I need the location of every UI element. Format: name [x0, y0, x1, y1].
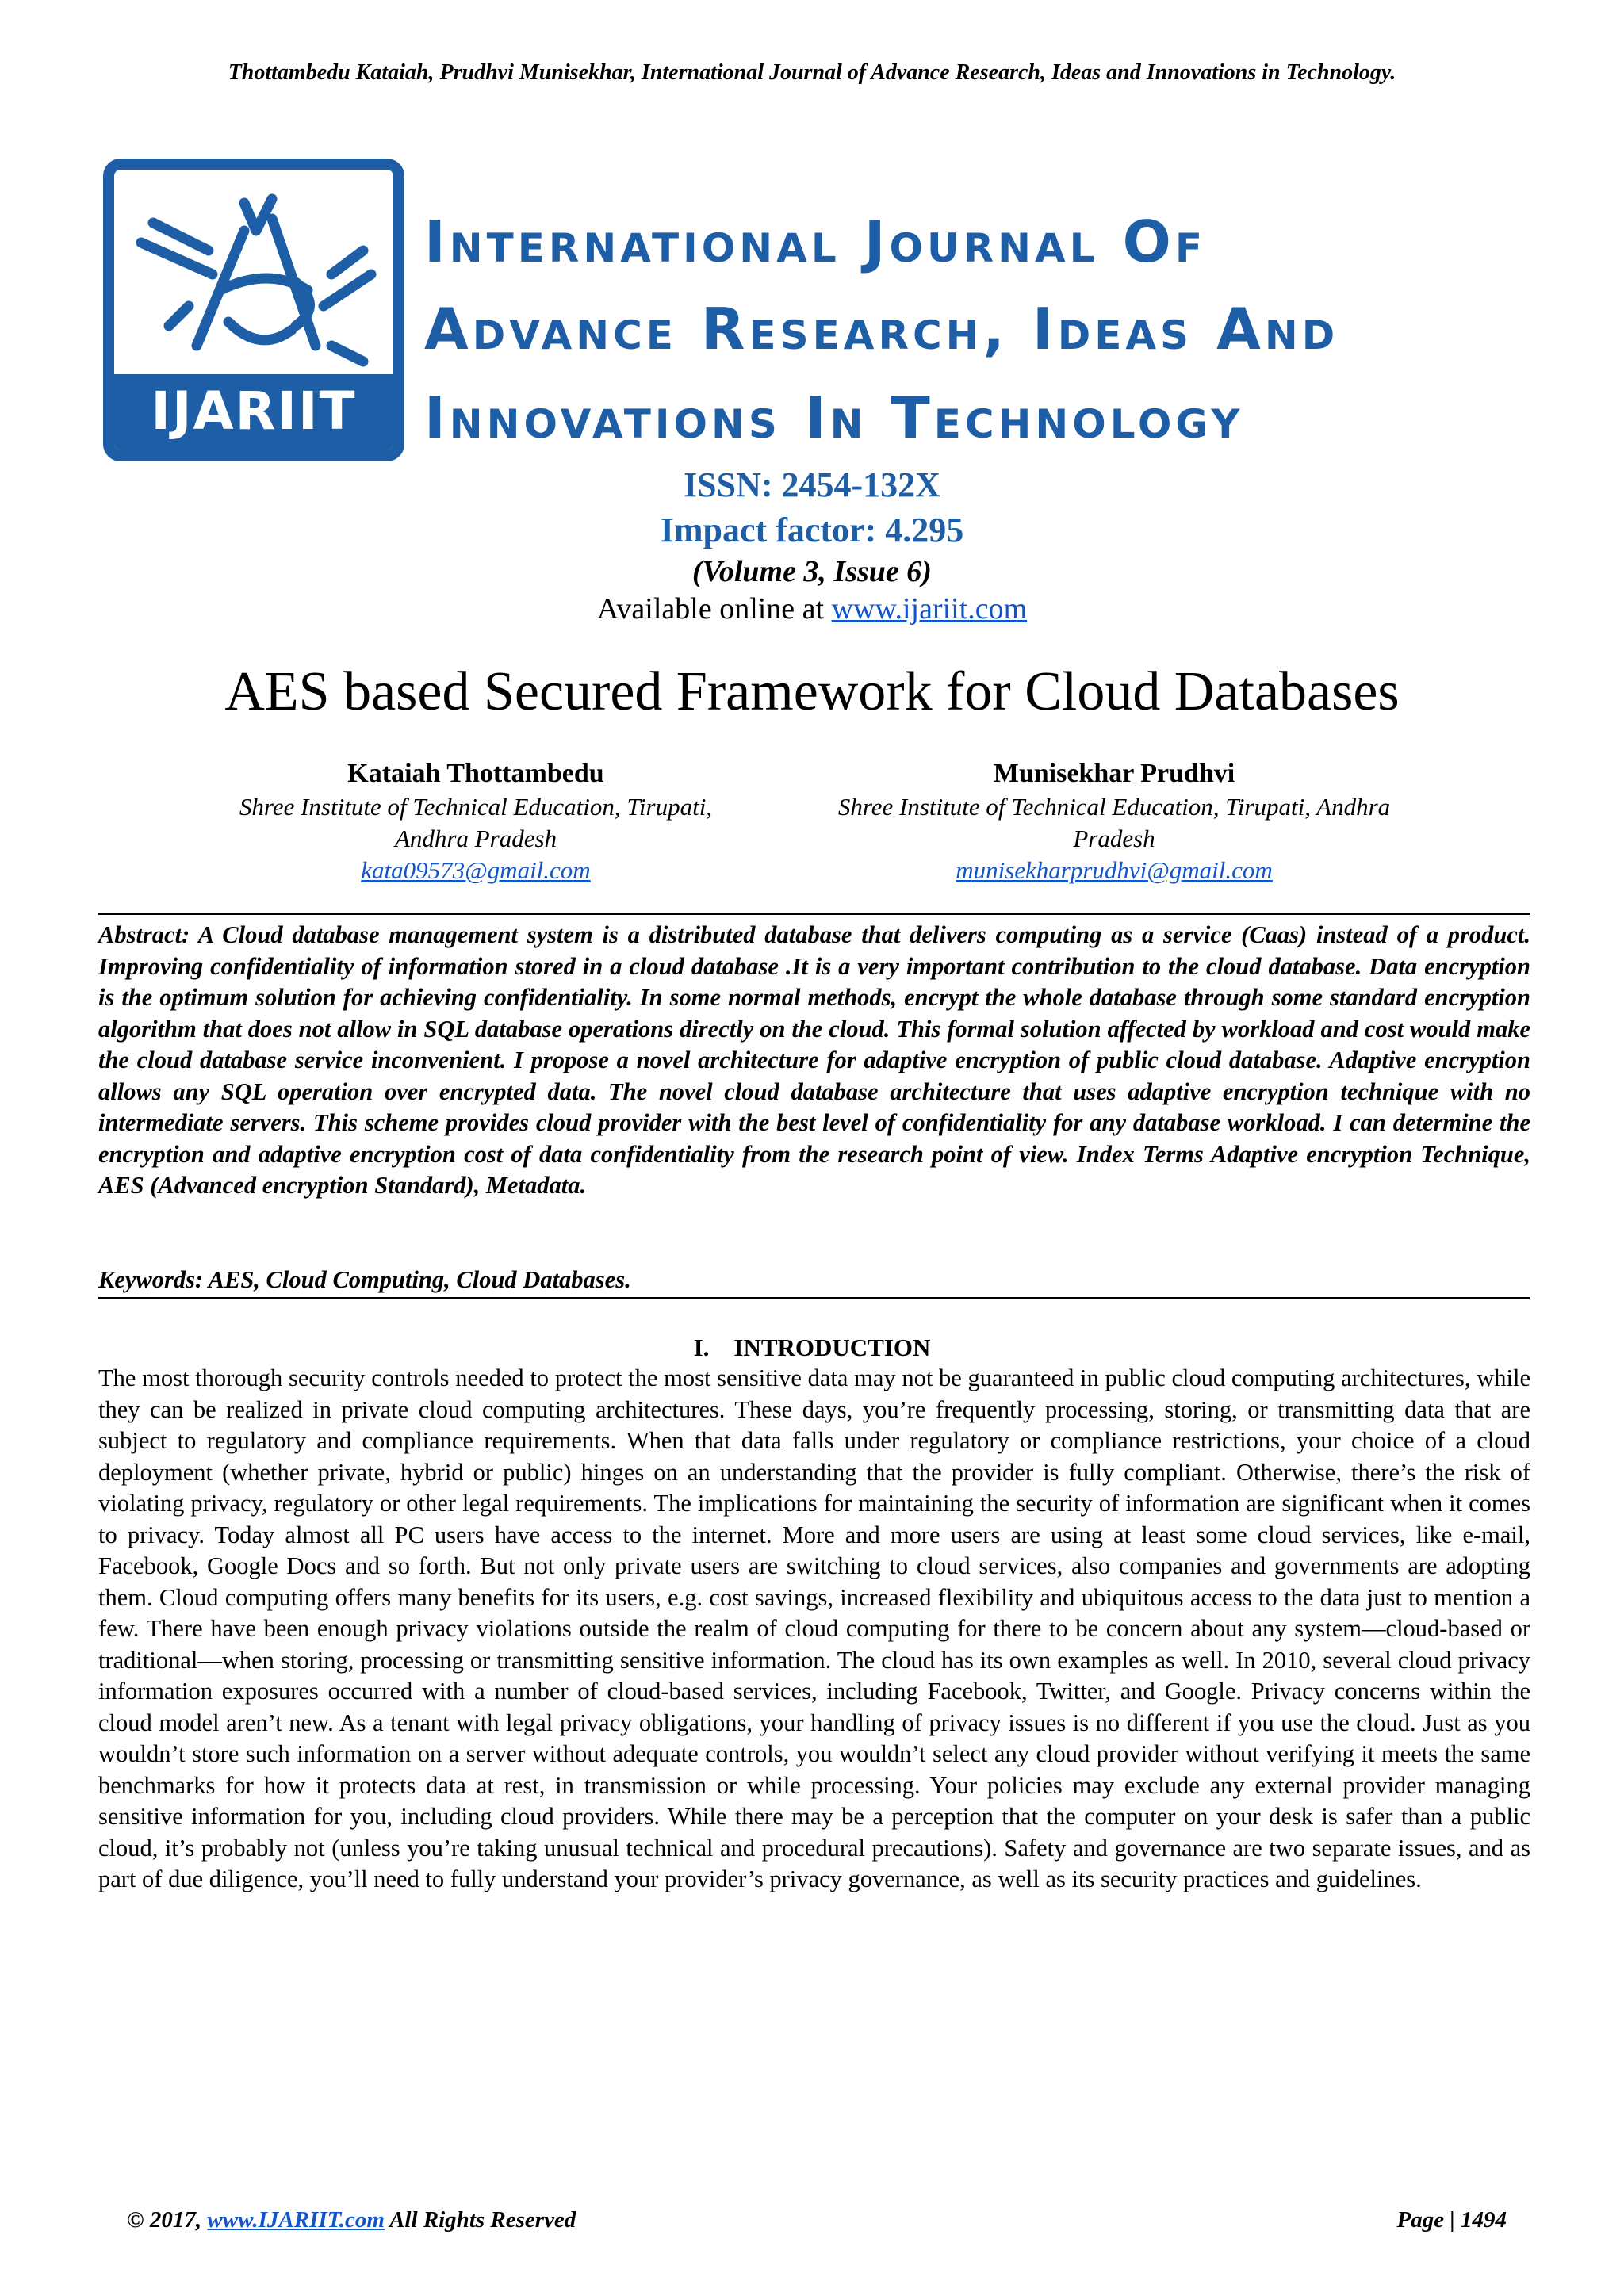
divider — [98, 1297, 1530, 1299]
journal-logo — [103, 159, 404, 461]
copyright-text: © 2017, — [127, 2207, 208, 2233]
issn: ISSN: 2454-132X — [684, 465, 940, 504]
logo-wordmark: IJARIIT — [151, 381, 357, 442]
author-affiliation-cont: Pradesh — [1073, 825, 1155, 852]
author-affiliation: Shree Institute of Technical Education, Tirupati, — [239, 793, 713, 821]
masthead-line-1: International Journal Of — [424, 209, 1206, 275]
running-header: Thottambedu Kataiah, Prudhvi Munisekhar, International Journal of Advance Research, Ideas and Innovations in Technology. — [228, 60, 1396, 85]
journal-masthead — [103, 159, 1404, 464]
author-block-2 — [813, 756, 1415, 886]
introduction-body: The most thorough security controls needed to protect the most sensitive data may not be guaranteed in public cloud computing architectures, while they can be realized in private cloud computing architectures. These days, you’re frequently processing, storing, or transmitting data that are subject to regulatory and compliance requirements. When that data falls under regulatory or compliance restrictions, your choice of a cloud deployment (whether private, hybrid or public) hinges on an understanding that the provider is fully compliant. Otherwise, there’s the risk of violating privacy, regulatory or other legal requirements. The implications for maintaining the security of information are significant when it comes to privacy. Today almost all PC users have access to the internet. More and more users are using at least some cloud services, like e-mail, Facebook, Google Docs and so forth. But not only private users are switching to cloud services, also companies and governments are adopting them. Cloud computing offers many benefits for its users, e.g. cost savings, increased flexibility and ubiquitous access to the data just to mention a few. There have been enough privacy violations outside the realm of cloud computing for there to be concern about any system—cloud-based or traditional—when storing, processing or transmitting sensitive information. The cloud has its own examples as well. In 2010, several cloud privacy information exposures occurred with a number of cloud-based services, including Facebook, Twitter, and Google. Privacy concerns within the cloud model aren’t new. As a tenant with legal privacy obligations, your handling of privacy issues is no different if you use the cloud. Just as you wouldn’t store such information on a server without adequate controls, you wouldn’t select any cloud provider without verifying it meets the same benchmarks for how it protects data at rest, in transmission or while processing. Your policies may exclude any external provider managing sensitive information for you, including cloud providers. While there may be a perception that the computer on your desk is safer than a public cloud, it’s probably not (unless you’re taking unusual technical and procedural precautions). Safety and governance are two separate issues, and as part of due diligence, you’ll need to fully understand your provider’s privacy governance, as well as its security practices and guidelines. — [98, 1364, 1530, 1892]
availability-line — [0, 590, 1624, 628]
footer-copyright — [127, 2204, 576, 2236]
abstract: Abstract: A Cloud database management system is a distributed database that delivers computing as a service (Caas) instead of a product. Improving confidentiality of information stored in a cloud database .It is a very important contribution to the cloud database. Data encryption is the optimum solution for achieving confidentiality. In some normal methods, encrypt the whole database through some standard encryption algorithm that does not allow in SQL database operations directly on the cloud. This formal solution affected by workload and cost would make the cloud database service inconvenient. I propose a novel architecture for adaptive encryption of public cloud database. Adaptive encryption allows any SQL operation over encrypted data. The novel cloud database architecture that uses adaptive encryption technique with no intermediate servers. This scheme provides cloud provider with the best level of confidentiality for any database workload. I can determine the encryption and adaptive encryption cost of data confidentiality from the research point of view. Index Terms Adaptive encryption Technique, AES (Advanced encryption Standard), Metadata. — [98, 921, 1530, 1199]
availability-prefix: Available online at — [596, 592, 832, 626]
author-affiliation-cont: Andhra Pradesh — [394, 825, 557, 852]
section-heading: I. INTRODUCTION — [693, 1334, 931, 1361]
divider — [98, 913, 1530, 915]
logo-emblem-icon — [125, 187, 387, 377]
author-name: Kataiah Thottambedu — [347, 759, 604, 788]
page-number: Page | 1494 — [1396, 2207, 1507, 2233]
footer-site-link[interactable]: www.IJARIIT.com — [207, 2207, 385, 2233]
author-name: Munisekhar Prudhvi — [993, 759, 1235, 788]
masthead-line-2: Advance Research, Ideas And — [424, 296, 1339, 362]
author-email-link[interactable]: munisekharprudhvi@gmail.com — [956, 856, 1273, 884]
paper-title: AES based Secured Framework for Cloud Databases — [224, 661, 1400, 722]
keywords: Keywords: AES, Cloud Computing, Cloud Databases. — [98, 1266, 631, 1293]
journal-website-link[interactable]: www.ijariit.com — [831, 592, 1028, 626]
author-block-1 — [174, 756, 777, 886]
rights-text: All Rights Reserved — [384, 2207, 576, 2233]
author-email-link[interactable]: kata09573@gmail.com — [361, 856, 591, 884]
author-affiliation: Shree Institute of Technical Education, Tirupati, Andhra — [837, 793, 1391, 821]
volume-issue: (Volume 3, Issue 6) — [692, 555, 932, 588]
masthead-line-3: Innovations In Technology — [424, 385, 1244, 451]
impact-factor: Impact factor: 4.295 — [660, 511, 964, 549]
